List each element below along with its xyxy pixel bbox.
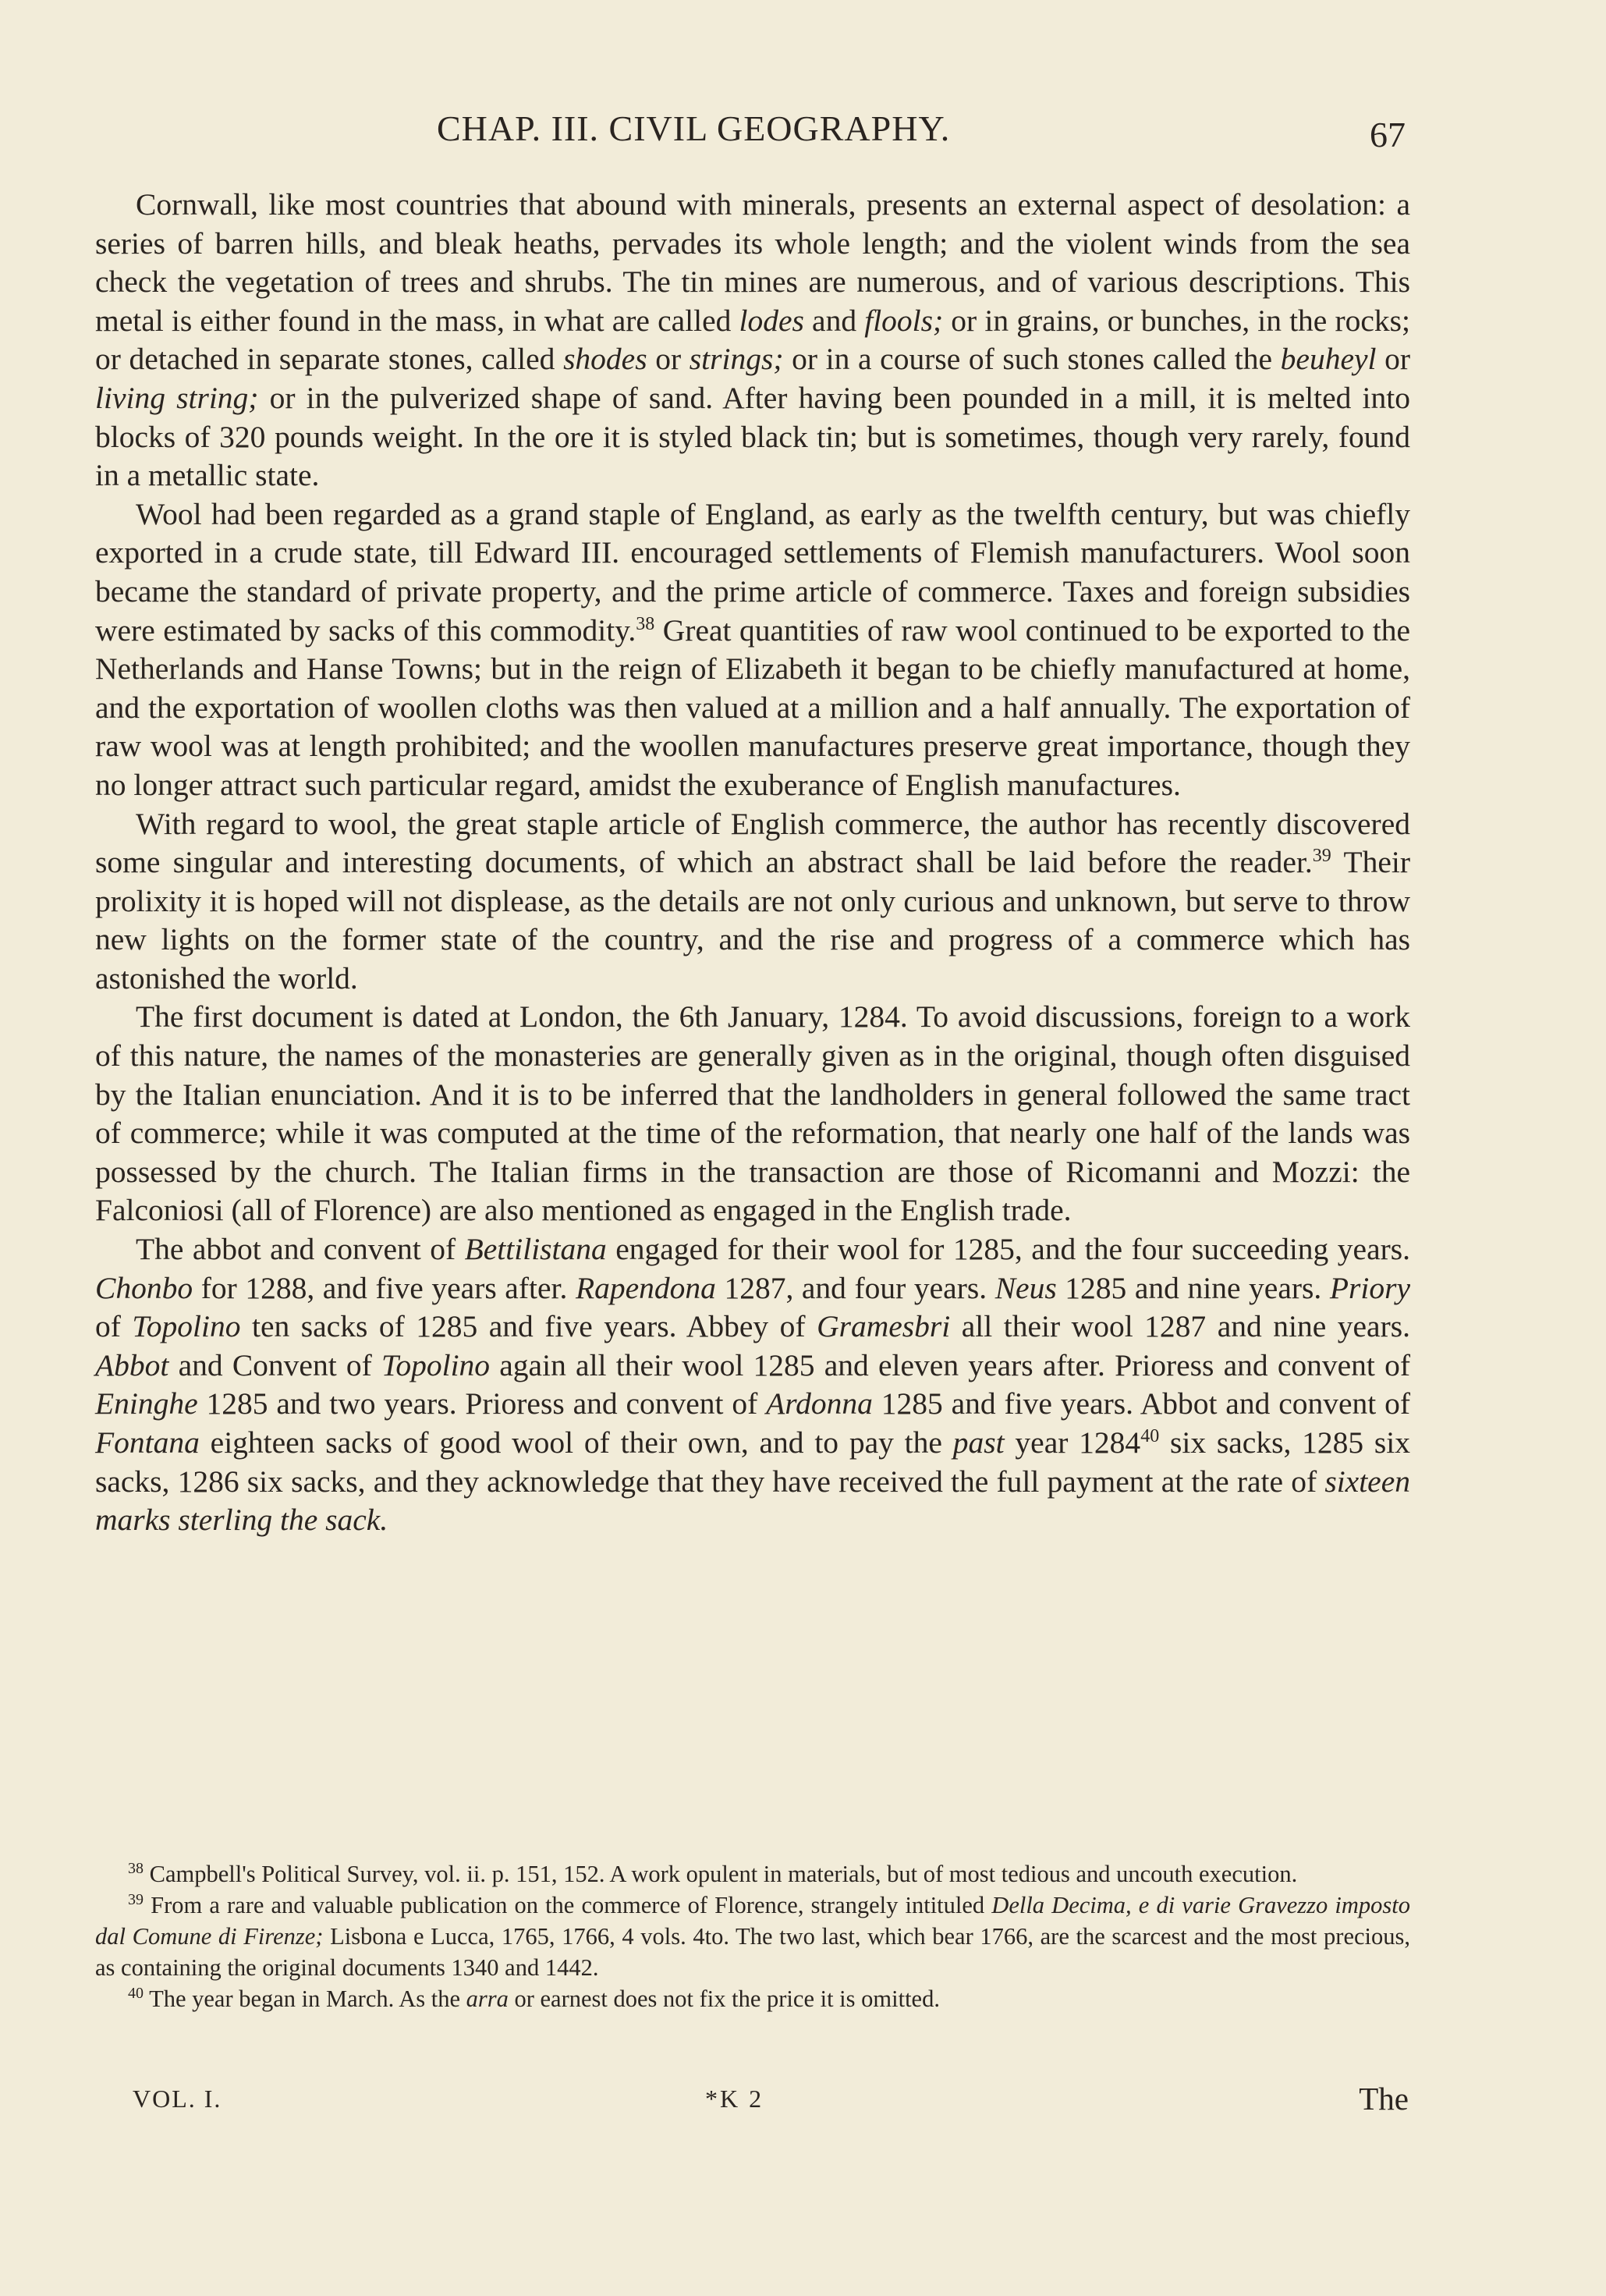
catchword: The bbox=[1359, 2081, 1409, 2117]
paragraph bbox=[95, 998, 1410, 1230]
paragraph bbox=[95, 495, 1410, 805]
italic-text: Neus bbox=[994, 1270, 1057, 1305]
italic-text: lodes bbox=[739, 303, 804, 338]
text-run: all their wool 1287 and nine years. bbox=[950, 1309, 1410, 1344]
italic-text: Priory bbox=[1329, 1270, 1410, 1305]
text-run: The first document is dated at London, the 6th January, 1284. To avoid discussions, foreign to a work of this nature, the names of the monasteries are generally given as in the original, though often disguised by the Italian enunciation. And it is to be inferred that the landholders in general followed the same tract of commerce; while it was computed at the time of the reformation, that nearly one half of the lands was possessed by the church. The Italian firms in the transaction are those of Ricomanni and Mozzi: the Falconiosi (all of Florence) are also mentioned as engaged in the English trade. bbox=[95, 999, 1410, 1228]
footnote-number: 39 bbox=[128, 1890, 144, 1908]
text-run: and bbox=[803, 303, 865, 338]
text-run: Cornwall, like most countries that abound with minerals, presents an external aspect of desolation: a series of barren hills, and bleak heaths, pervades its whole length; and the violent winds from the sea check the vegetation of trees and shrubs. The tin mines are numerous, and of various descriptions. This metal is either found in the mass, in what are called bbox=[95, 187, 1410, 338]
paragraph bbox=[95, 805, 1410, 999]
text-run: Campbell's Political Survey, vol. ii. p. 151, 152. A work opulent in materials, but of most tedious and uncouth execution. bbox=[149, 1861, 1298, 1887]
text-run: or in grains, or bunches, in the rocks; or detached in separate stones, called bbox=[95, 303, 1411, 377]
italic-text: Fontana bbox=[95, 1425, 200, 1460]
italic-text: Eninghe bbox=[95, 1386, 198, 1421]
text-run: six sacks, 1285 six sacks, 1286 six sacks, and they acknowledge that they have received the full payment at the rate of bbox=[95, 1425, 1411, 1499]
footnote bbox=[95, 1983, 1410, 2014]
italic-text: Abbot bbox=[95, 1347, 169, 1382]
italic-text: arra bbox=[466, 1985, 509, 2012]
text-run: or in a course of such stones called the bbox=[783, 342, 1281, 377]
text-run: for 1288, and five years after. bbox=[193, 1270, 576, 1305]
italic-text: past bbox=[952, 1425, 1005, 1460]
text-run: engaged for their wool for 1285, and the four succeeding years. bbox=[606, 1232, 1411, 1267]
text-run: ten sacks of 1285 and five years. Abbey of bbox=[240, 1309, 817, 1344]
text-run: eighteen sacks of good wool of their own, and to pay the bbox=[199, 1425, 953, 1460]
footnote-reference: 40 bbox=[1140, 1425, 1160, 1446]
signature-mark: *K 2 bbox=[705, 2085, 764, 2113]
italic-text: shodes bbox=[563, 342, 647, 377]
page-number: 67 bbox=[1370, 115, 1406, 154]
footnote-reference: 38 bbox=[636, 613, 655, 634]
text-run: or earnest does not fix the price it is omitted. bbox=[508, 1985, 940, 2012]
main-text bbox=[95, 186, 1410, 1540]
italic-text: Gramesbri bbox=[817, 1309, 951, 1344]
text-run: year 1284 bbox=[1004, 1425, 1141, 1460]
italic-text: beuheyl bbox=[1280, 342, 1377, 377]
italic-text: sixteen marks sterling the sack. bbox=[95, 1464, 1410, 1538]
paragraph bbox=[95, 1230, 1410, 1540]
italic-text: Bettilistana bbox=[464, 1232, 607, 1267]
text-run: The abbot and convent of bbox=[136, 1232, 465, 1267]
italic-text: Rapendona bbox=[575, 1270, 716, 1305]
text-run: or bbox=[1376, 342, 1411, 377]
text-run: and Convent of bbox=[168, 1347, 382, 1382]
footnotes bbox=[95, 1858, 1410, 2014]
text-run: Their prolixity it is hoped will not displease, as the details are not only curious and unknown, but serve to throw new lights on the former state of the country, and the rise and progress of a commerce which has astonished the world. bbox=[95, 845, 1410, 995]
italic-text: Chonbo bbox=[95, 1270, 193, 1305]
italic-text: Topolino bbox=[132, 1309, 241, 1344]
italic-text: strings; bbox=[689, 342, 784, 377]
footnote-number: 40 bbox=[128, 1984, 144, 2002]
volume-label: VOL. I. bbox=[133, 2085, 222, 2113]
text-run: With regard to wool, the great staple article of English commerce, the author has recently discovered some singular and interesting documents, of which an abstract shall be laid before the reader. bbox=[95, 806, 1410, 880]
footnote bbox=[95, 1890, 1410, 1983]
text-run: of bbox=[95, 1309, 133, 1344]
text-run: Great quantities of raw wool continued to be exported to the Netherlands and Hanse Towns; but in the reign of Elizabeth it began to be chiefly manufactured at home, and the exportation of woollen cloths was then valued at a million and a half annually. The exportation of raw wool was at length prohibited; and the woollen manufactures preserve great importance, though they no longer attract such particular regard, amidst the exuberance of English manufactures. bbox=[95, 612, 1410, 802]
footnote bbox=[95, 1858, 1410, 1890]
text-run: again all their wool 1285 and eleven years after. Prioress and convent of bbox=[490, 1347, 1410, 1382]
text-run: 1287, and four years. bbox=[715, 1270, 995, 1305]
text-run: 1285 and five years. Abbot and convent of bbox=[872, 1386, 1410, 1421]
text-run: From a rare and valuable publication on the commerce of Florence, strangely intituled bbox=[151, 1892, 992, 1918]
italic-text: Della Decima, e di varie Gravezzo imposto dal Comune di Firenze; bbox=[95, 1892, 1411, 1950]
text-run: or in the pulverized shape of sand. After having been pounded in a mill, it is melted into blocks of 320 pounds weight. In the ore it is styled black tin; but is sometimes, though very rarely, found in a metallic state. bbox=[95, 380, 1410, 493]
paragraph bbox=[95, 186, 1410, 495]
italic-text: Ardonna bbox=[766, 1386, 873, 1421]
footnote-number: 38 bbox=[128, 1859, 144, 1877]
italic-text: flools; bbox=[864, 303, 944, 338]
text-run: 1285 and two years. Prioress and convent of bbox=[197, 1386, 767, 1421]
italic-text: living string; bbox=[95, 380, 259, 415]
text-run: Wool had been regarded as a grand staple of England, as early as the twelfth century, but was chiefly exported in a crude state, till Edward III. encouraged settlements of Flemish manufacturers. Wool soon became the standard of private property, and the prime article of commerce. Taxes and foreign subsidies were estimated by sacks of this commodity. bbox=[95, 496, 1410, 648]
text-run: The year began in March. As the bbox=[149, 1985, 466, 2012]
page-footer bbox=[95, 2081, 1410, 2124]
text-run: or bbox=[647, 342, 690, 377]
running-title: CHAP. III. CIVIL GEOGRAPHY. bbox=[437, 108, 951, 148]
text-run: Lisbona e Lucca, 1765, 1766, 4 vols. 4to. The two last, which bear 1766, are the scarcest and the most precious, as containing the original documents 1340 and 1442. bbox=[95, 1923, 1410, 1981]
text-run: 1285 and nine years. bbox=[1056, 1270, 1330, 1305]
footnote-reference: 39 bbox=[1312, 845, 1331, 866]
italic-text: Topolino bbox=[381, 1347, 491, 1382]
